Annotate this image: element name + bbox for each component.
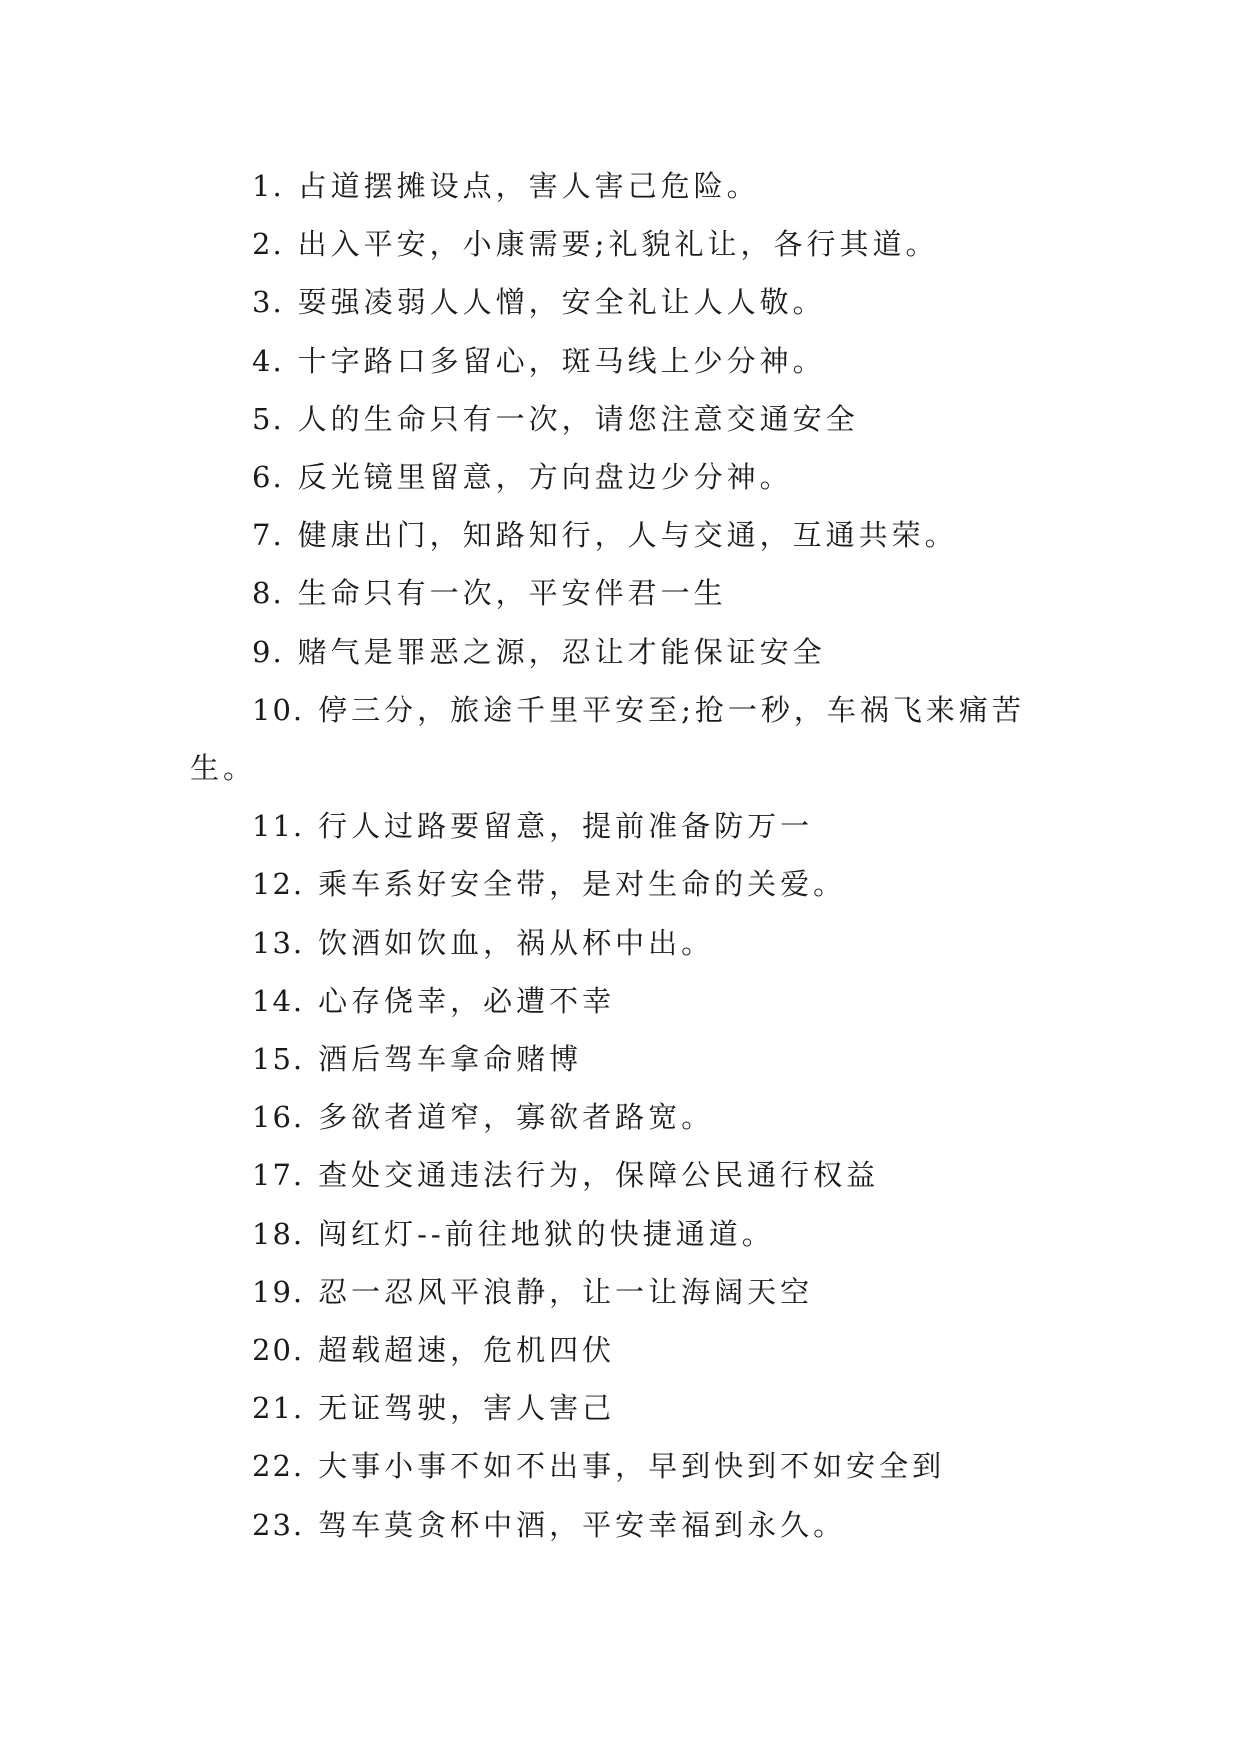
- item-number: 14.: [252, 983, 305, 1018]
- item-number: 5.: [252, 401, 284, 436]
- list-item: [190, 1263, 1050, 1321]
- list-item: [190, 390, 1050, 448]
- list-item: [190, 564, 1050, 622]
- item-number: 20.: [252, 1333, 305, 1368]
- list-item: [190, 914, 1050, 972]
- item-text: 人的生命只有一次，请您注意交通安全: [297, 401, 859, 436]
- list-item: [190, 623, 1050, 681]
- list-item: [190, 1379, 1050, 1437]
- list-item: [190, 332, 1050, 390]
- list-item: [190, 1146, 1050, 1204]
- item-number: 12.: [252, 867, 305, 902]
- item-text: 多欲者道窄，寡欲者路宽。: [318, 1100, 715, 1135]
- list-item: [190, 506, 1050, 564]
- item-text: 饮酒如饮血，祸从杯中出。: [318, 925, 715, 960]
- item-text: 赌气是罪恶之源，忍让才能保证安全: [297, 634, 826, 669]
- item-text: 无证驾驶，害人害己: [318, 1391, 616, 1426]
- item-number: 9.: [252, 634, 284, 669]
- list-item: [190, 1496, 1050, 1554]
- item-text: 行人过路要留意，提前准备防万一: [318, 809, 814, 844]
- list-item: [190, 273, 1050, 331]
- item-number: 4.: [252, 343, 284, 378]
- item-text: 健康出门，知路知行，人与交通，互通共荣。: [297, 518, 958, 553]
- item-number: 7.: [252, 518, 284, 553]
- item-number: 21.: [252, 1391, 305, 1426]
- item-number: 23.: [252, 1507, 305, 1542]
- list-item: [190, 681, 1050, 797]
- item-text: 乘车系好安全带，是对生命的关爱。: [318, 867, 847, 902]
- item-text: 反光镜里留意，方向盘边少分神。: [297, 460, 793, 495]
- list-item: [190, 972, 1050, 1030]
- item-text: 占道摆摊设点，害人害己危险。: [297, 169, 760, 203]
- list-item: [190, 1030, 1050, 1088]
- item-number: 16.: [252, 1100, 305, 1135]
- item-text: 超载超速，危机四伏: [318, 1333, 616, 1368]
- item-text: 停三分，旅途千里平安至;抢一秒，车祸飞来痛苦生。: [190, 692, 1025, 786]
- list-item: [190, 855, 1050, 913]
- item-number: 18.: [252, 1216, 305, 1251]
- item-number: 19.: [252, 1274, 305, 1309]
- item-text: 查处交通违法行为，保障公民通行权益: [318, 1158, 880, 1193]
- item-number: 10.: [252, 692, 305, 727]
- item-number: 22.: [252, 1449, 305, 1484]
- list-item: [190, 215, 1050, 273]
- item-number: 13.: [252, 925, 305, 960]
- item-number: 17.: [252, 1158, 305, 1193]
- item-text: 酒后驾车拿命赌博: [318, 1042, 583, 1077]
- item-number: 15.: [252, 1042, 305, 1077]
- list-item: [190, 797, 1050, 855]
- item-text: 出入平安，小康需要;礼貌礼让，各行其道。: [297, 227, 939, 262]
- item-text: 耍强凌弱人人憎，安全礼让人人敬。: [297, 285, 826, 320]
- item-number: 1.: [252, 169, 284, 203]
- item-text: 驾车莫贪杯中酒，平安幸福到永久。: [318, 1507, 847, 1542]
- item-text: 心存侥幸，必遭不幸: [318, 983, 616, 1018]
- item-text: 生命只有一次，平安伴君一生: [297, 576, 727, 611]
- list-item: [190, 1205, 1050, 1263]
- list-item: [190, 157, 1050, 215]
- list-item: [190, 1321, 1050, 1379]
- list-item: [190, 1437, 1050, 1495]
- item-number: 3.: [252, 285, 284, 320]
- item-number: 2.: [252, 227, 284, 262]
- item-text: 闯红灯--前往地狱的快捷通道。: [318, 1216, 775, 1251]
- item-number: 11.: [252, 809, 305, 844]
- list-item: [190, 448, 1050, 506]
- list-item: [190, 1088, 1050, 1146]
- item-number: 8.: [252, 576, 284, 611]
- item-text: 忍一忍风平浪静，让一让海阔天空: [318, 1274, 814, 1309]
- item-number: 6.: [252, 460, 284, 495]
- slogan-list: [190, 157, 1050, 1554]
- item-text: 十字路口多留心，斑马线上少分神。: [297, 343, 826, 378]
- item-text: 大事小事不如不出事，早到快到不如安全到: [318, 1449, 946, 1484]
